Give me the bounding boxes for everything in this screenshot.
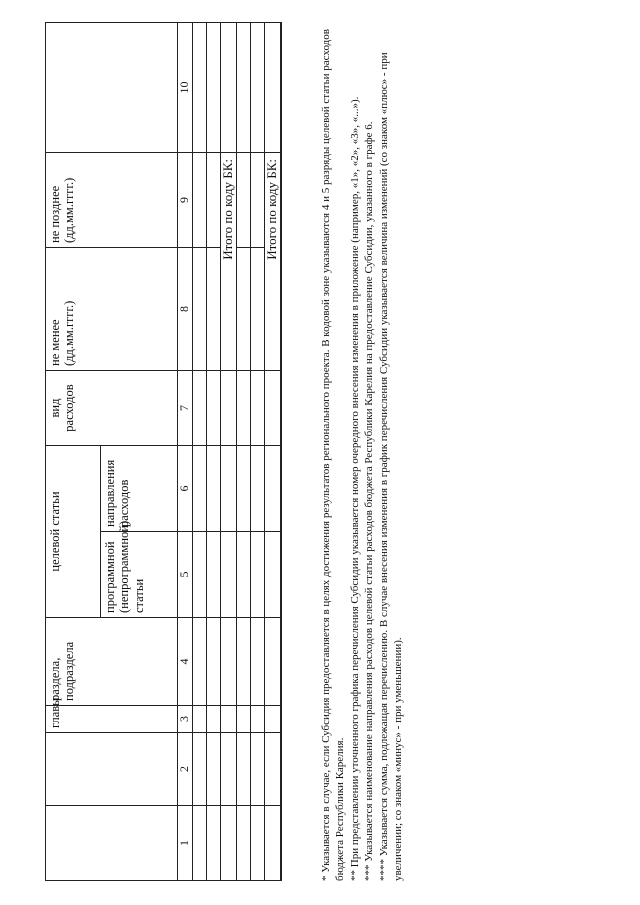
header-row-1	[46, 23, 101, 881]
header-cell-col10	[46, 23, 178, 153]
table-row	[250, 23, 264, 881]
header-cell-col1	[46, 806, 178, 881]
total-row	[264, 23, 280, 881]
col-number: 7	[178, 371, 193, 446]
column-number-row	[178, 23, 193, 881]
header-programmnoy: программной (непрограммной) статьи	[101, 532, 178, 618]
col-number: 5	[178, 532, 193, 618]
total-label: Итого по коду БК:	[264, 153, 280, 371]
table-row	[207, 23, 221, 881]
total-row	[221, 23, 237, 881]
footnotes	[320, 23, 407, 881]
col-number: 3	[178, 706, 193, 733]
col-number: 6	[178, 446, 193, 532]
table-row	[193, 23, 207, 881]
col-number: 1	[178, 806, 193, 881]
total-label: Итого по коду БК:	[221, 153, 237, 371]
col-number: 8	[178, 248, 193, 371]
footnote-1: * Указывается в случае, если Субсидия предоставляется в целях достижения результатов регионального проекта. В кодовой зоне указываются 4 и 5 разряды целевой статьи расходов бюджета Республики Карелия.	[320, 29, 346, 881]
table-row	[236, 23, 250, 881]
footnote-3: *** Указывается наименование направления расходов целевой статьи расходов бюджета Республики Карелия на предоставление Субсидии, указанного в графе 6.	[363, 121, 376, 881]
header-razdel: раздела, подраздела	[46, 618, 178, 706]
payment-schedule-table	[45, 22, 282, 881]
col-number: 4	[178, 618, 193, 706]
header-ne-menee: не менее (дд.мм.гггг.)	[46, 248, 178, 371]
col-number: 2	[178, 733, 193, 806]
col-number: 9	[178, 153, 193, 248]
footnote-4: **** Указывается сумма, подлежащая перечислению. В случае внесения изменения в график перечисления Субсидии указывается величина изменений (со знаком «плюс» - при увеличении; со знаком «минус» - при уменьшении).	[378, 52, 404, 881]
header-cell-col2	[46, 733, 178, 806]
header-celevoy: целевой статьи	[46, 446, 101, 618]
header-napravleniya: направления расходов	[101, 446, 178, 532]
col-number: 10	[178, 23, 193, 153]
footnote-2: ** При представлении уточненного графика перечисления Субсидии указывается номер очередного внесения изменения в приложение (например, «1», «2», «3», «...»).	[348, 96, 361, 881]
header-vid: вид расходов	[46, 371, 178, 446]
header-ne-pozdnee: не позднее (дд.мм.гггг.)	[46, 153, 178, 248]
header-glavy: главы	[46, 706, 178, 733]
